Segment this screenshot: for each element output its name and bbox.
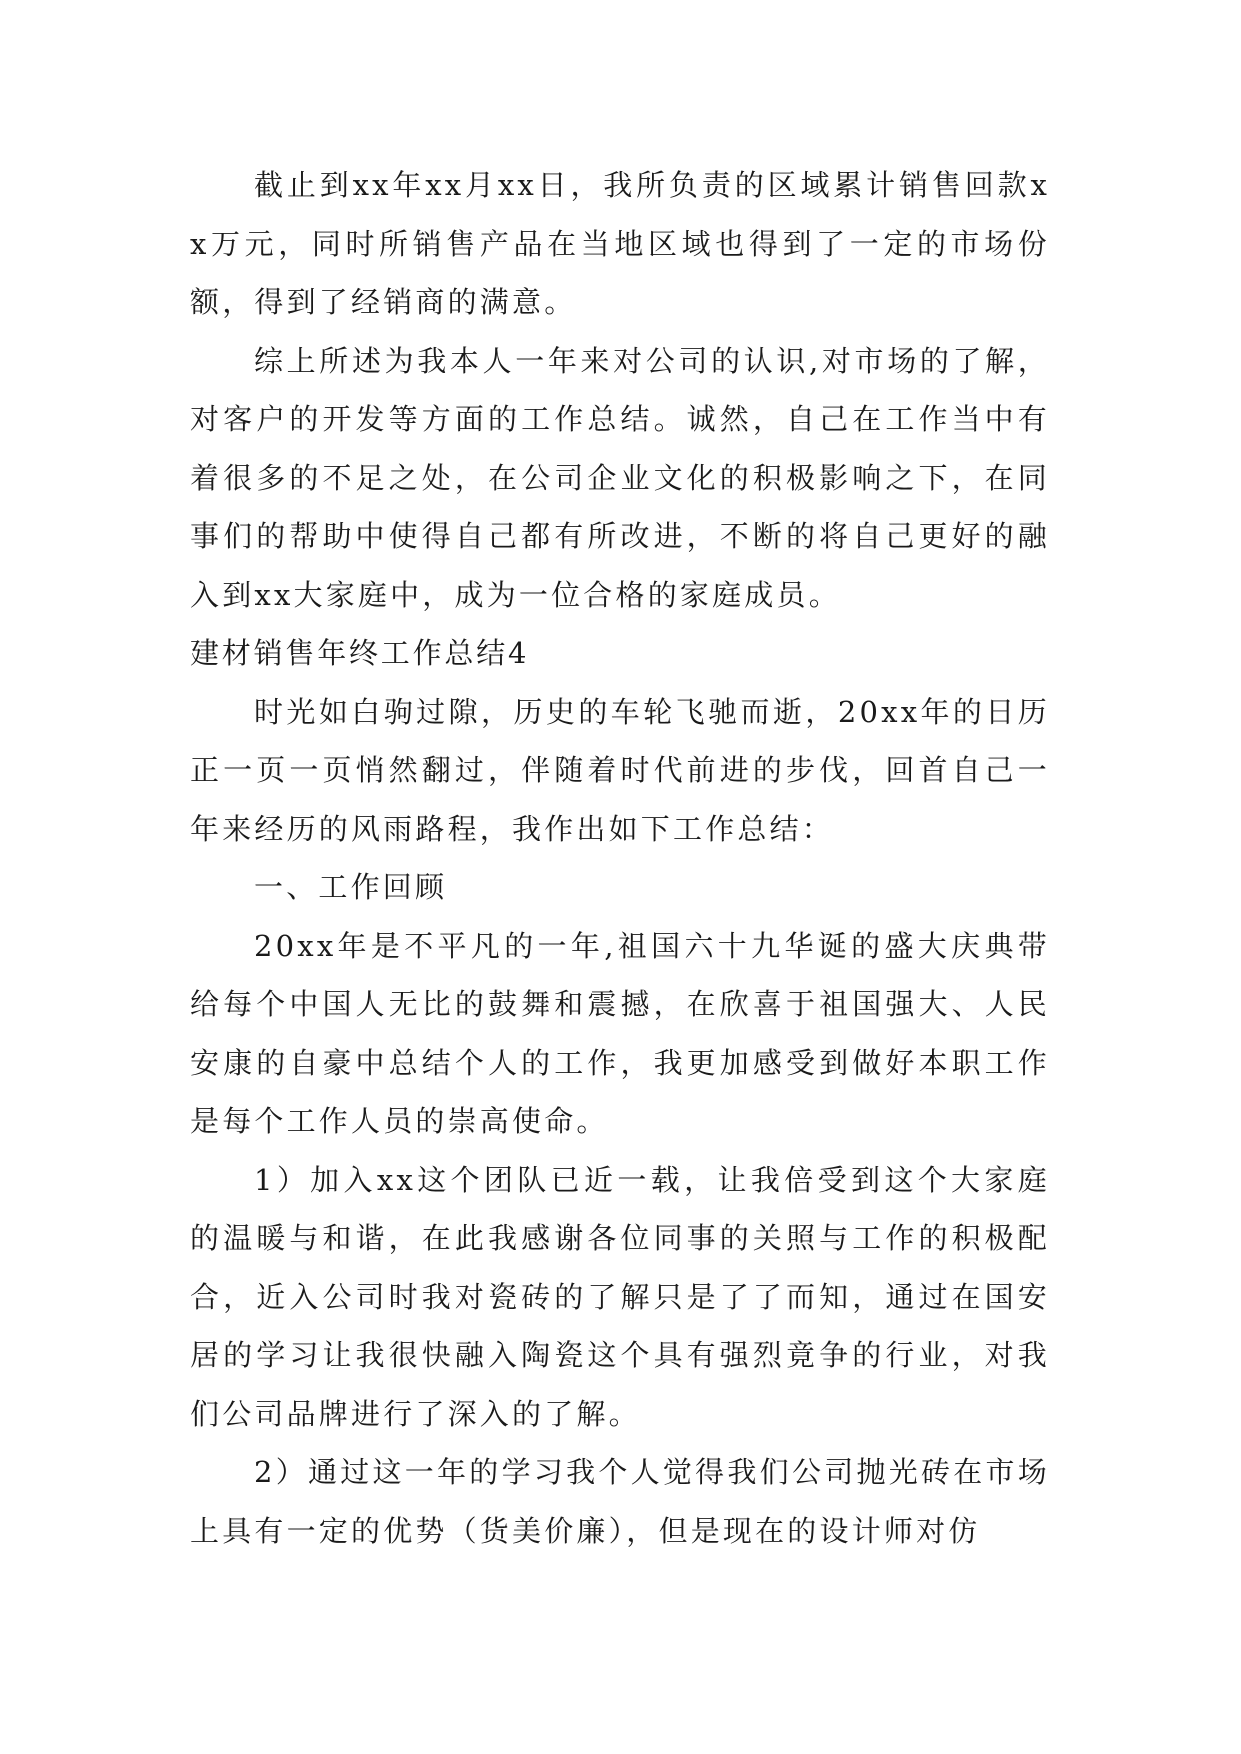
document-body bbox=[190, 156, 1050, 1560]
paragraph-sales-summary: 截止到xx年xx月xx日，我所负责的区域累计销售回款xx万元，同时所销售产品在当地区域也得到了一定的市场份额，得到了经销商的满意。 bbox=[190, 168, 1050, 319]
paragraph-conclusion: 综上所述为我本人一年来对公司的认识,对市场的了解，对客户的开发等方面的工作总结。诚然，自己在工作当中有着很多的不足之处，在公司企业文化的积极影响之下，在同事们的帮助中使得自己都有所改进，不断的将自己更好的融入到xx大家庭中，成为一位合格的家庭成员。 bbox=[190, 343, 1050, 612]
paragraph-intro: 时光如白驹过隙，历史的车轮飞驰而逝，20xx年的日历正一页一页悄然翻过，伴随着时代前进的步伐，回首自己一年来经历的风雨路程，我作出如下工作总结： bbox=[190, 694, 1050, 846]
paragraph-point-1: 1）加入xx这个团队已近一载，让我倍受到这个大家庭的温暖与和谐，在此我感谢各位同事的关照与工作的积极配合，近入公司时我对瓷砖的了解只是了了而知，通过在国安居的学习让我很快融入陶瓷这个具有强烈竟争的行业，对我们公司品牌进行了深入的了解。 bbox=[190, 1162, 1050, 1431]
section-heading: 建材销售年终工作总结4 bbox=[190, 636, 530, 670]
paragraph-point-2: 2）通过这一年的学习我个人觉得我们公司抛光砖在市场上具有一定的优势（货美价廉），但是现在的设计师对仿 bbox=[190, 1455, 1050, 1548]
subheading-work-review: 一、工作回顾 bbox=[254, 870, 448, 904]
paragraph-year-review: 20xx年是不平凡的一年,祖国六十九华诞的盛大庆典带给每个中国人无比的鼓舞和震撼，在欣喜于祖国强大、人民安康的自豪中总结个人的工作，我更加感受到做好本职工作是每个工作人员的崇高使命。 bbox=[190, 928, 1050, 1138]
